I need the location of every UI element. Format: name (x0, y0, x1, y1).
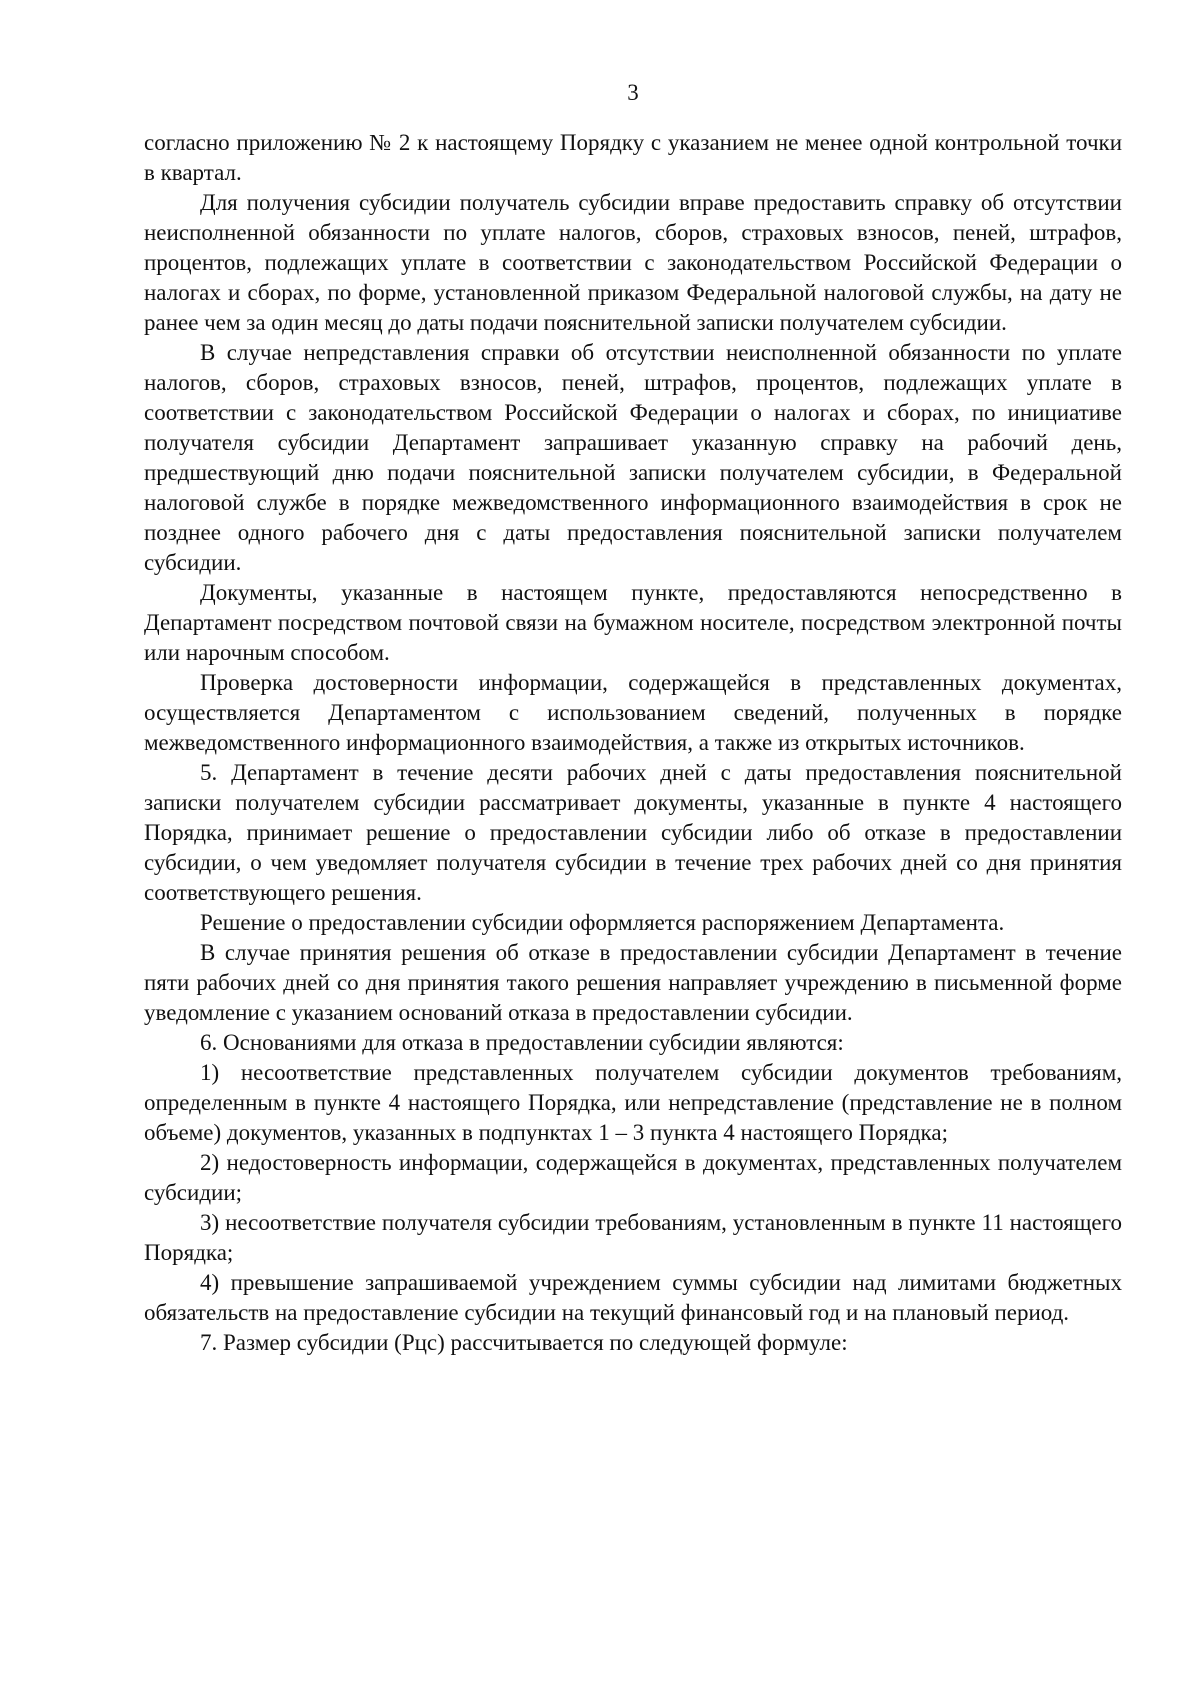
page-number: 3 (627, 80, 639, 105)
paragraph-item-6: 6. Основаниями для отказа в предоставлении субсидии являются: (200, 1030, 844, 1055)
paragraph-item-7: 7. Размер субсидии (Рцс) рассчитывается по следующей формуле: (200, 1330, 848, 1355)
paragraph-item-5: 5. Департамент в течение десяти рабочих дней с даты предоставления пояснительной записки получателем субсидии рассматривает документы, указанные в пункте 4 настоящего Порядка, принимает решение о предоставлении субсидии либо об отказе в предоставлении субсидии, о чем уведомляет получателя субсидии в течение трех рабочих дней со дня принятия соответствующего решения. (144, 760, 1122, 905)
paragraph-certificate: Для получения субсидии получатель субсидии вправе предоставить справку об отсутствии неисполненной обязанности по уплате налогов, сборов, страховых взносов, пеней, штрафов, процентов, подлежащих уплате в соответствии с законодательством Российской Федерации о налогах и сборах, по форме, установленной приказом Федеральной налоговой службы, на дату не ранее чем за один месяц до даты подачи пояснительной записки получателем субсидии. (144, 190, 1122, 335)
list-item-3: 3) несоответствие получателя субсидии требованиям, установленным в пункте 11 настоящего Порядка; (144, 1210, 1122, 1265)
document-body (144, 128, 1122, 1358)
paragraph-decision: Решение о предоставлении субсидии оформляется распоряжением Департамента. (200, 910, 1005, 935)
list-item-4: 4) превышение запрашиваемой учреждением суммы субсидии над лимитами бюджетных обязательств на предоставление субсидии на текущий финансовый год и на плановый период. (144, 1270, 1122, 1325)
list-item-1: 1) несоответствие представленных получателем субсидии документов требованиям, определенным в пункте 4 настоящего Порядка, или непредставление (представление не в полном объеме) документов, указанных в подпунктах 1 – 3 пункта 4 настоящего Порядка; (144, 1060, 1122, 1145)
paragraph-verification: Проверка достоверности информации, содержащейся в представленных документах, осуществляется Департаментом с использованием сведений, полученных в порядке межведомственного информационного взаимодействия, а также из открытых источников. (144, 670, 1122, 755)
paragraph-continuation: согласно приложению № 2 к настоящему Порядку с указанием не менее одной контрольной точки в квартал. (144, 130, 1122, 185)
paragraph-certificate-request: В случае непредставления справки об отсутствии неисполненной обязанности по уплате налогов, сборов, страховых взносов, пеней, штрафов, процентов, подлежащих уплате в соответствии с законодательством Российской Федерации о налогах и сборах, по инициативе получателя субсидии Департамент запрашивает указанную справку на рабочий день, предшествующий дню подачи пояснительной записки получателем субсидии, в Федеральной налоговой службе в порядке межведомственного информационного взаимодействия в срок не позднее одного рабочего дня с даты предоставления пояснительной записки получателем субсидии. (144, 340, 1122, 575)
list-item-2: 2) недостоверность информации, содержащейся в документах, представленных получателем субсидии; (144, 1150, 1122, 1205)
paragraph-refusal-notice: В случае принятия решения об отказе в предоставлении субсидии Департамент в течение пяти рабочих дней со дня принятия такого решения направляет учреждению в письменной форме уведомление с указанием оснований отказа в предоставлении субсидии. (144, 940, 1122, 1025)
paragraph-documents-submission: Документы, указанные в настоящем пункте, предоставляются непосредственно в Департамент посредством почтовой связи на бумажном носителе, посредством электронной почты или нарочным способом. (144, 580, 1122, 665)
